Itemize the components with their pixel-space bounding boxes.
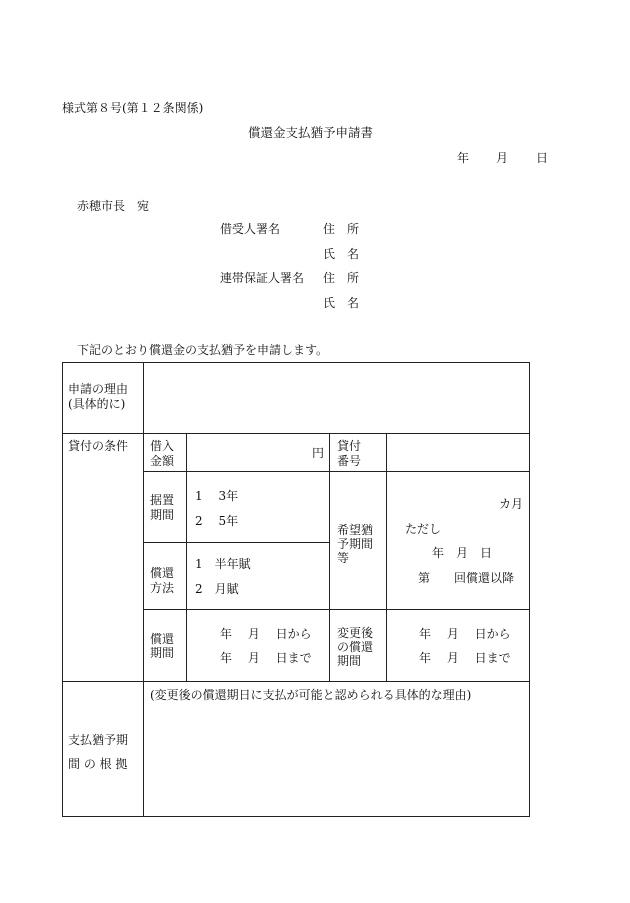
yen-unit: 円 (312, 446, 325, 460)
loan-number-label: 貸付 (337, 439, 362, 453)
intro-text: 下記のとおり償還金の支払猶予を申請します。 (77, 343, 329, 357)
application-table (62, 362, 530, 817)
desired-period-label-3: 等 (337, 551, 350, 565)
repay-period-to[interactable]: 年 月 日まで (220, 651, 312, 665)
repay-period-sublabel: 期間 (150, 646, 175, 660)
changed-period-label: 変更後 (337, 626, 374, 640)
changed-period-to[interactable]: 年 月 日まで (419, 651, 511, 665)
loan-amount-sublabel: 金額 (150, 454, 175, 468)
reason-field[interactable] (146, 366, 526, 430)
however-date[interactable]: 年 月 日 (432, 546, 493, 560)
addressee: 赤穂市長 宛 (77, 199, 150, 213)
loan-amount-field[interactable] (189, 436, 327, 468)
loan-conditions-label: 貸付の条件 (68, 439, 129, 453)
changed-period-label-2: の償還 (337, 640, 374, 654)
from-installment[interactable]: 第 回償還以降 (418, 571, 515, 585)
repay-option-semiannual[interactable]: 1 半年賦 (195, 557, 251, 571)
desired-period-label-2: 予期間 (337, 537, 374, 551)
loan-number-field[interactable] (389, 436, 527, 468)
borrower-address-label: 住 所 (323, 222, 360, 236)
reason-sublabel: (具体的に) (68, 397, 126, 411)
repay-period-from[interactable]: 年 月 日から (220, 627, 312, 641)
desired-period-label: 希望猶 (337, 523, 374, 537)
date-day-label: 日 (536, 151, 549, 165)
guarantor-signature-label: 連帯保証人署名 (220, 271, 305, 285)
basis-field[interactable] (146, 708, 526, 812)
deferment-option-3yr[interactable]: 1 3年 (195, 489, 239, 503)
loan-number-sublabel: 番号 (337, 454, 362, 468)
deferment-sublabel: 期間 (150, 508, 175, 522)
date-month-label: 月 (496, 151, 509, 165)
basis-label: 支払猶予期 (68, 733, 129, 747)
repay-period-label: 償還 (150, 632, 175, 646)
deferment-label: 据置 (150, 493, 175, 507)
borrower-signature-label: 借受人署名 (220, 222, 281, 236)
reason-label: 申請の理由 (68, 382, 129, 396)
form-number: 様式第８号(第１２条関係) (62, 101, 204, 115)
guarantor-name-label: 氏 名 (323, 296, 360, 310)
deferment-option-5yr[interactable]: 2 5年 (195, 514, 239, 528)
guarantor-address-label: 住 所 (323, 271, 360, 285)
months-unit: カ月 (499, 497, 524, 511)
basis-sublabel: 間 の 根 拠 (68, 757, 128, 771)
changed-period-label-3: 期間 (337, 654, 362, 668)
borrower-name-label: 氏 名 (323, 247, 360, 261)
repay-option-monthly[interactable]: 2 月賦 (195, 582, 239, 596)
basis-note: (変更後の償還期日に支払が可能と認められる具体的な理由) (150, 688, 472, 702)
repay-method-label: 償還 (150, 566, 175, 580)
changed-period-from[interactable]: 年 月 日から (419, 627, 511, 641)
however-label: ただし (405, 522, 442, 536)
loan-amount-label: 借入 (150, 439, 175, 453)
date-year-label: 年 (457, 151, 470, 165)
document-title: 償還金支払猶予申請書 (248, 125, 374, 140)
repay-method-sublabel: 方法 (150, 581, 175, 595)
